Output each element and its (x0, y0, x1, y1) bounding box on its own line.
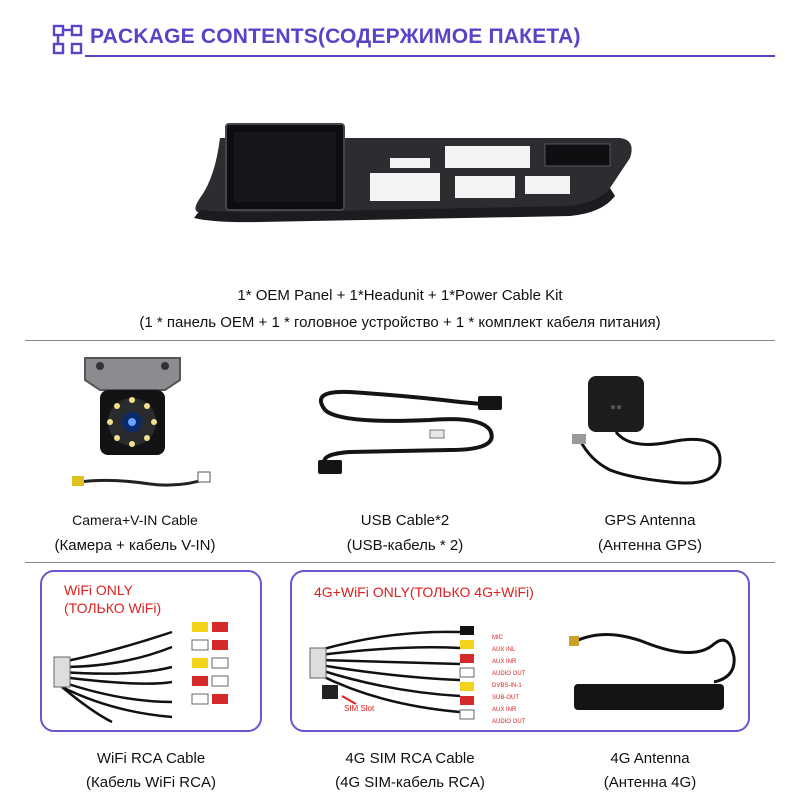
rca-label: AUDIO OUT (492, 719, 526, 725)
sim-slot-label: SIM Slot (344, 704, 375, 713)
rca-label: MIC (492, 635, 503, 641)
4g-sim-rca-caption-en: 4G SIM RCA Cable (345, 750, 475, 767)
wifi-only-box (40, 570, 262, 732)
4g-antenna-caption-en: 4G Antenna (610, 750, 690, 767)
rca-label: AUX INL (492, 647, 516, 653)
package-grid-icon (52, 24, 84, 56)
oem-panel-image (190, 118, 640, 228)
main-kit-caption-en: 1* OEM Panel + 1*Headunit + 1*Power Cable Kit (237, 287, 563, 304)
camera-caption-en: Camera+V-IN Cable (72, 512, 198, 528)
wifi-rca-cable-image (52, 612, 252, 727)
gps-caption-en: GPS Antenna (604, 512, 696, 529)
svg-text:●●: ●● (609, 402, 623, 413)
usb-cable-image (310, 380, 510, 490)
usb-caption-ru: (USB-кабель * 2) (346, 537, 464, 554)
section-divider (25, 340, 775, 341)
wifi-only-tag-ru: (ТОЛЬКО WiFi) (64, 600, 162, 616)
rca-label-list (492, 632, 525, 728)
page-title: PACKAGE CONTENTS(СОДЕРЖИМОЕ ПАКЕТА) (90, 25, 581, 48)
4g-antenna-caption-ru: (Антенна 4G) (603, 774, 697, 791)
camera-caption-ru: (Камера + кабель V-IN) (54, 537, 216, 554)
rca-label: AUX INR (492, 707, 517, 713)
rca-label: AUDIO OUT (492, 671, 526, 677)
wifi-rca-caption-en: WiFi RCA Cable (96, 750, 206, 767)
rca-label: AUX INR (492, 659, 517, 665)
gps-caption-ru: (Антенна GPS) (597, 537, 703, 554)
camera-image (70, 350, 220, 500)
header-underline (85, 55, 775, 57)
rca-label: DVBS-IN-1 (492, 683, 522, 689)
4g-wifi-only-tag: 4G+WiFi ONLY(ТОЛЬКО 4G+WiFi) (314, 584, 534, 600)
main-kit-caption-ru: (1 * панель OEM + 1 * головное устройство + 1 * комплект кабеля питания) (139, 314, 661, 331)
wifi-rca-caption-ru: (Кабель WiFi RCA) (86, 774, 216, 791)
usb-caption-en: USB Cable*2 (360, 512, 450, 529)
4g-sim-rca-caption-ru: (4G SIM-кабель RCA) (335, 774, 485, 791)
gps-antenna-image (570, 370, 740, 500)
section-divider-2 (25, 562, 775, 563)
4g-antenna-image (564, 622, 744, 717)
rca-label: SUB-OUT (492, 695, 519, 701)
wifi-only-tag: WiFi ONLY (64, 582, 133, 598)
4g-wifi-only-box (290, 570, 750, 732)
